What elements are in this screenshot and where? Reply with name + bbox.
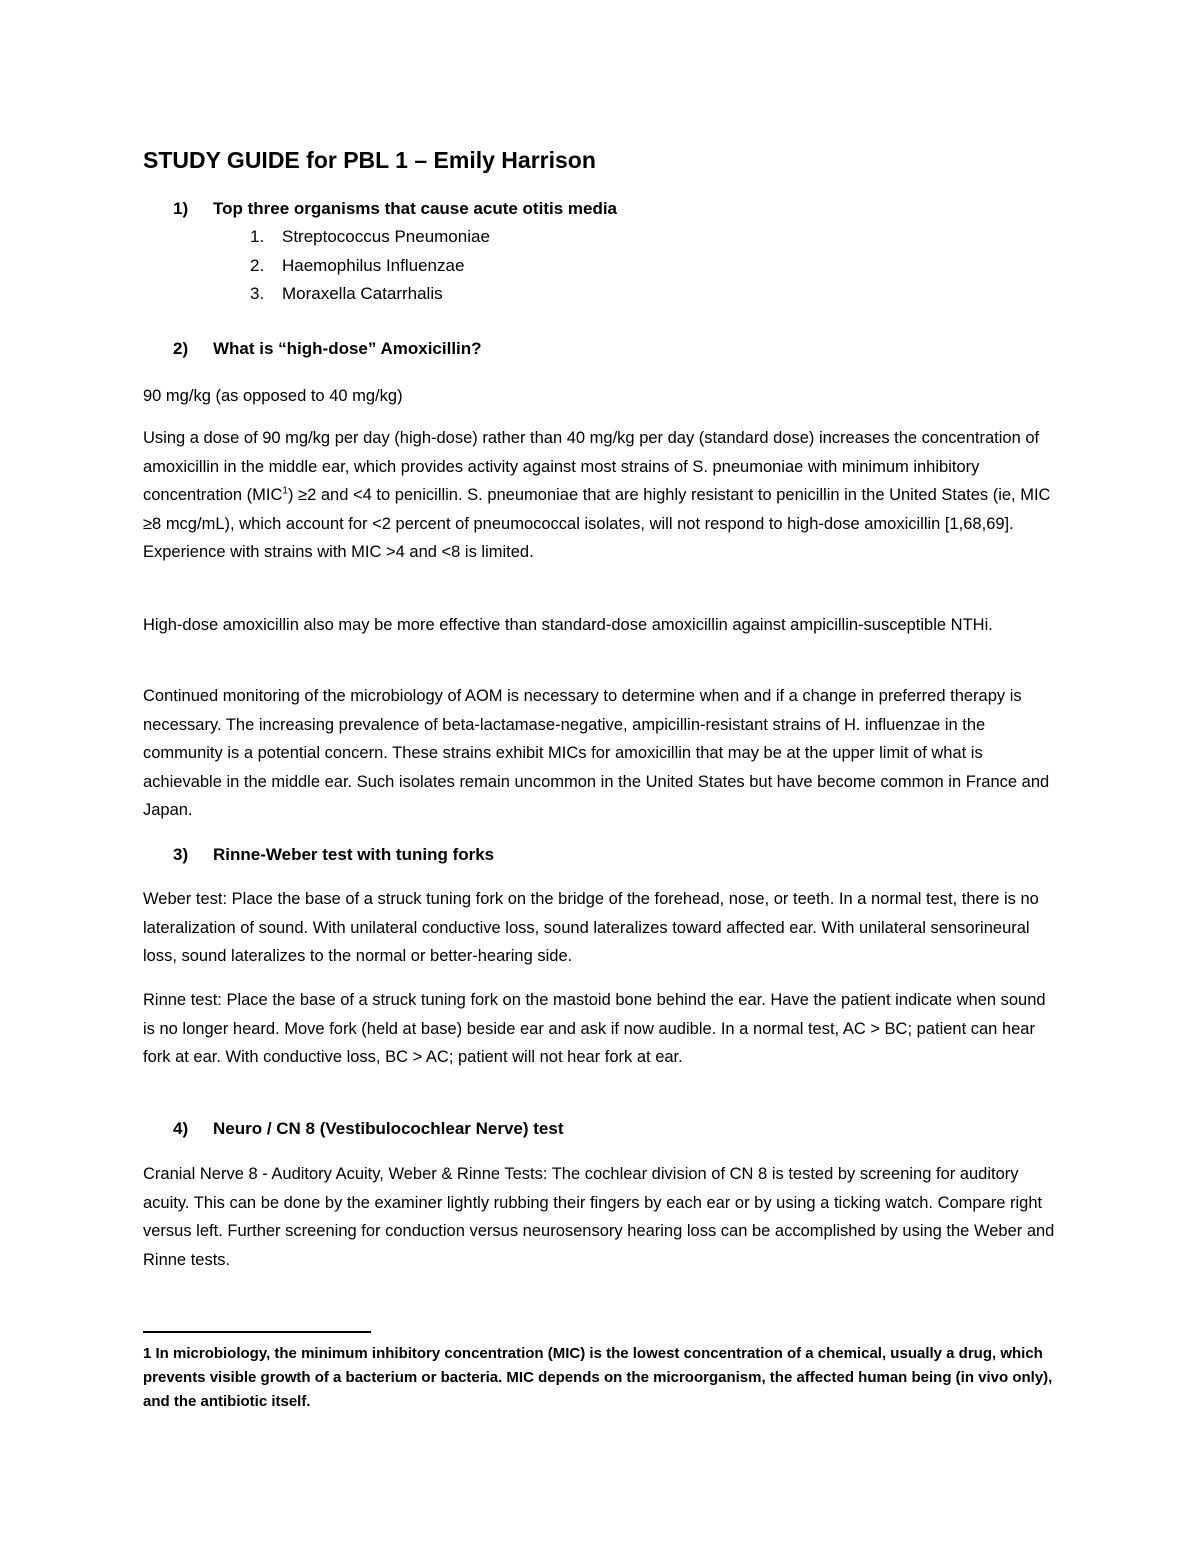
list-item xyxy=(250,223,490,252)
dose-paragraph-text-2: ) ≥2 and <4 to penicillin. S. pneumoniae that are highly resistant to penicillin in the United States (ie, MIC ≥8 mcg/mL), which account for <2 percent of pneumococcal isolates, will not respond to high-dose amoxicillin [1,68,69]. Experience with strains with MIC >4 and <8 is limited. xyxy=(143,486,1051,562)
nthi-paragraph: High-dose amoxicillin also may be more effective than standard-dose amoxicillin against ampicillin-susceptible NTHi. xyxy=(143,616,993,634)
list-item xyxy=(250,280,490,309)
section-4-heading-text: Neuro / CN 8 (Vestibulocochlear Nerve) test xyxy=(213,1119,564,1138)
page-title: STUDY GUIDE for PBL 1 – Emily Harrison xyxy=(143,147,596,173)
dose-paragraph-text-1: Using a dose of 90 mg/kg per day (high-dose) rather than 40 mg/kg per day (standard dose) increases the concentration of amoxicillin in the middle ear, which provides activity against most strains of S. pneumoniae with minimum inhibitory concentration (MIC xyxy=(143,429,1040,505)
list-item-text: Haemophilus Influenzae xyxy=(282,255,465,275)
section-4-heading xyxy=(173,1117,564,1141)
section-1-heading xyxy=(173,197,617,221)
section-3-heading xyxy=(173,843,494,867)
section-4-number: 4) xyxy=(173,1119,189,1138)
section-2-number: 2) xyxy=(173,339,189,358)
list-item-number: 3. xyxy=(250,284,265,303)
dose-paragraph xyxy=(143,424,1058,567)
list-item xyxy=(250,252,490,281)
organism-list xyxy=(250,223,490,309)
section-2-heading-text: What is “high-dose” Amoxicillin? xyxy=(213,339,482,358)
footnote-ref: 1 xyxy=(282,485,288,497)
rinne-test-paragraph: Rinne test: Place the base of a struck tuning fork on the mastoid bone behind the ear. Have the patient indicate when sound is no longer heard. Move fork (held at base) beside ear and ask if now audible. In a normal test, AC > BC; patient can hear fork at ear. With conductive loss, BC > AC; patient will not hear fork at ear. xyxy=(143,991,1046,1067)
list-item-text: Streptococcus Pneumoniae xyxy=(282,227,490,246)
dose-summary: 90 mg/kg (as opposed to 40 mg/kg) xyxy=(143,387,403,405)
footnote: 1 In microbiology, the minimum inhibitory concentration (MIC) is the lowest concentration of a chemical, usually a drug, which prevents visible growth of a bacterium or bacteria. MIC depends on the microorganism, the affected human being (in vivo only), and the antibiotic itself. xyxy=(143,1345,1053,1410)
section-1-number: 1) xyxy=(173,199,189,218)
section-1-heading-text: Top three organisms that cause acute otitis media xyxy=(213,199,618,218)
section-3-number: 3) xyxy=(173,845,189,864)
weber-test-paragraph: Weber test: Place the base of a struck tuning fork on the bridge of the forehead, nose, or teeth. In a normal test, there is no lateralization of sound. With unilateral conductive loss, sound lateralizes toward affected ear. With unilateral sensorineural loss, sound lateralizes to the normal or better-hearing side. xyxy=(143,890,1039,966)
section-3-heading-text: Rinne-Weber test with tuning forks xyxy=(213,845,495,864)
list-item-text: Moraxella Catarrhalis xyxy=(282,284,443,303)
list-item-number: 1. xyxy=(250,227,265,246)
section-2-heading xyxy=(173,337,482,361)
cn8-paragraph: Cranial Nerve 8 - Auditory Acuity, Weber & Rinne Tests: The cochlear division of CN 8 is tested by screening for auditory acuity. This can be done by the examiner lightly rubbing their fingers by each ear or by using a ticking watch. Compare right versus left. Further screening for conduction versus neurosensory hearing loss can be accomplished by using the Weber and Rinne tests. xyxy=(143,1165,1055,1269)
footnote-divider xyxy=(143,1331,371,1333)
list-item-number: 2. xyxy=(250,255,265,275)
monitoring-paragraph: Continued monitoring of the microbiology of AOM is necessary to determine when and if a change in preferred therapy is necessary. The increasing prevalence of beta-lactamase-negative, ampicillin-resistant strains of H. influenzae in the community is a potential concern. These strains exhibit MICs for amoxicillin that may be at the upper limit of what is achievable in the middle ear. Such isolates remain uncommon in the United States but have become common in France and Japan. xyxy=(143,687,1050,820)
